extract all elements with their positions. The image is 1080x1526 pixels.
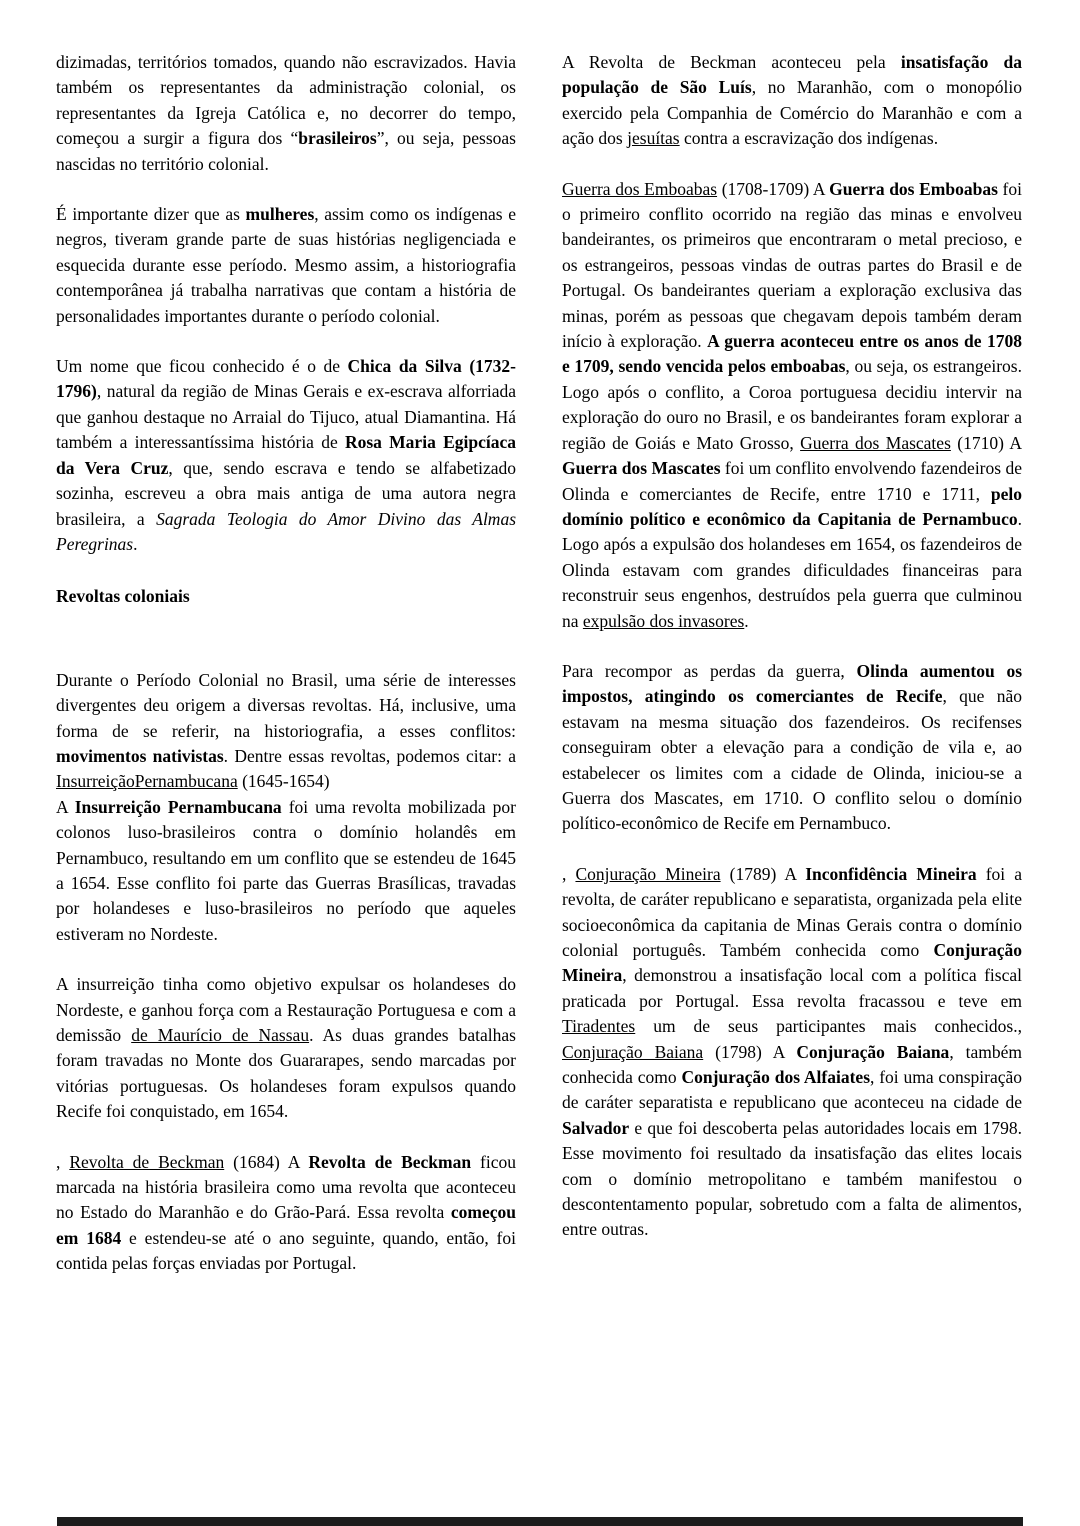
paragraph bbox=[562, 177, 1022, 634]
text-run: movimentos nativistas bbox=[56, 745, 224, 766]
text-run: (1645-1654) bbox=[237, 771, 330, 792]
text-run: brasileiros bbox=[298, 128, 377, 149]
text-run: expulsão dos invasores bbox=[582, 610, 745, 631]
text-run: (1708-1709) A bbox=[717, 178, 830, 199]
text-run: Guerra dos Mascates bbox=[800, 432, 951, 453]
text-run: Insurreição Pernambucana bbox=[74, 796, 282, 817]
text-run: , bbox=[562, 863, 576, 884]
text-run: Sagrada Teologia do Amor Divino das Almas Peregrinas bbox=[56, 508, 516, 554]
paragraph bbox=[56, 50, 516, 177]
paragraph bbox=[562, 659, 1022, 837]
text-run: Salvador bbox=[562, 1117, 630, 1138]
text-run: . As duas grandes batalhas foram travadas no Monte dos Guararapes, sendo marcadas por vitórias portuguesas. Os holandeses foram expulsos quando Recife foi conquistado, em 1654. bbox=[56, 1025, 516, 1122]
text-run: . bbox=[744, 610, 749, 631]
text-run: e que foi descoberta pelas autoridades locais em 1798. Esse movimento foi resultado da insatisfação das elites locais com o domínio metropolitano e também manifestou o descontentamento popular, sobretudo com a falta de alimentos, entre outras. bbox=[562, 1117, 1022, 1240]
text-run: É importante dizer que as bbox=[56, 204, 246, 225]
text-run: Revolta de Beckman bbox=[308, 1151, 472, 1172]
text-run: ficou marcada na história brasileira como uma revolta que aconteceu no Estado do Maranhão e do Grão-Pará. Essa revolta bbox=[56, 1151, 516, 1223]
text-run: A insurreição tinha como objetivo expulsar os holandeses do Nordeste, e ganhou força com a Restauração Portuguesa e com a demissão bbox=[56, 974, 516, 1045]
text-run: Conjuração Baiana bbox=[796, 1041, 950, 1062]
section-heading bbox=[56, 584, 516, 609]
text-run: um de seus participantes mais conhecidos., bbox=[635, 1016, 1022, 1037]
page-bottom-edge bbox=[57, 1517, 1023, 1526]
paragraph bbox=[56, 668, 516, 947]
paragraph bbox=[56, 1150, 516, 1277]
text-run: foi um conflito envolvendo fazendeiros de Olinda e comerciantes de Recife, entre 1710 e 1711, bbox=[562, 458, 1022, 504]
text-run: Rosa Maria Egipcíaca da Vera Cruz bbox=[56, 432, 516, 478]
text-run: Olinda aumentou os impostos, atingindo os comerciantes de Recife bbox=[562, 660, 1023, 707]
text-run: Durante o Período Colonial no Brasil, uma série de interesses divergentes deu origem a diversas revoltas. Há, inclusive, uma forma de se referir, na historiografia, a esses conflitos: bbox=[56, 669, 516, 741]
text-run: (1789) A bbox=[720, 863, 806, 884]
paragraph bbox=[562, 862, 1022, 1243]
paragraph bbox=[56, 972, 516, 1124]
text-run: Tiradentes bbox=[562, 1016, 636, 1037]
text-run: Chica da Silva (1732-1796) bbox=[56, 356, 516, 402]
text-run: dizimadas, territórios tomados, quando não escravizados. Havia também os representantes da administração colonial, os representantes da Igreja Católica e, no decorrer do tempo, começou a surgir a figura dos “ bbox=[56, 52, 516, 149]
left-column bbox=[56, 50, 516, 1526]
text-run: Revoltas coloniais bbox=[56, 586, 190, 607]
text-run: insatisfação da população de São Luís bbox=[562, 52, 1022, 98]
text-run: , que não estavam na mesma situação dos fazendeiros. Os recifenses conseguiram obter a elevação para a condição de vila e, ao estabelecer os limites com a cidade de Olinda, iniciou-se a Guerra dos Mascates, em 1710. O conflito selou o domínio político-econômico de Recife em Pernambuco. bbox=[562, 686, 1022, 834]
text-run: foi o primeiro conflito ocorrido na região das minas e envolveu bandeirantes, os primeiros que encontraram o metal precioso, e os estrangeiros, pessoas vindas de outras partes do Brasil e de Portugal. Os bandeirantes queriam a exploração exclusiva das minas, porém as pessoas que chegavam depois também deram início à exploração. bbox=[562, 178, 1022, 352]
text-run: Um nome que ficou conhecido é o de bbox=[56, 356, 348, 377]
text-run: A Revolta de Beckman aconteceu pela bbox=[562, 52, 901, 72]
text-run: . Logo após a expulsão dos holandeses em 1654, os fazendeiros de Olinda estavam com grandes dificuldades financeiras para reconstruir seus engenhos, destruídos pela guerra que culminou na bbox=[562, 508, 1022, 631]
text-run: (1684) A bbox=[224, 1151, 309, 1172]
text-run: foi a revolta, de caráter republicano e separatista, organizada pela elite socioeconômica da capitania de Minas Gerais contra o domínio colonial português. Também conhecida como bbox=[562, 863, 1022, 960]
right-column bbox=[562, 50, 1022, 1526]
text-run: começou em 1684 bbox=[56, 1202, 516, 1248]
text-run: Para recompor as perdas da guerra, bbox=[562, 660, 857, 681]
text-run: jesuítas bbox=[627, 128, 680, 149]
text-run: , demonstrou a insatisfação local com a política fiscal praticada por Portugal. Essa revolta fracassou e teve em bbox=[562, 965, 1022, 1011]
text-run: foi uma revolta mobilizada por colonos luso-brasileiros contra o domínio holandês em Pernambuco, resultando em um conflito que se estendeu de 1645 a 1654. Esse conflito foi parte das Guerras Brasílicas, travadas por holandeses e luso-brasileiros no período que aqueles estiveram no Nordeste. bbox=[56, 796, 517, 944]
text-run: , foi uma conspiração de caráter separatista e republicano que aconteceu na cidade de bbox=[562, 1067, 1023, 1113]
text-run: Conjuração Mineira bbox=[562, 940, 1022, 986]
text-run: , ou seja, os estrangeiros. Logo após o conflito, a Coroa portuguesa decidiu intervir na exploração do ouro no Brasil, e os bandeirantes foram explorar a região de Goiás e Mato Grosso, bbox=[562, 356, 1022, 453]
text-run: (1710) A bbox=[950, 432, 1022, 453]
text-run: Inconfidência Mineira bbox=[805, 863, 977, 884]
text-run: Conjuração Mineira bbox=[575, 863, 721, 884]
text-run: Guerra dos Emboabas bbox=[829, 178, 998, 199]
paragraph bbox=[56, 354, 516, 557]
text-run: Revolta de Beckman bbox=[69, 1151, 225, 1172]
paragraph bbox=[56, 202, 516, 329]
text-run: A bbox=[56, 796, 75, 817]
text-run: pelo domínio político e econômico da Capitania de Pernambuco bbox=[562, 483, 1022, 529]
text-run: InsurreiçãoPernambucana bbox=[56, 771, 238, 792]
text-run: . bbox=[133, 533, 138, 554]
text-run: Conjuração Baiana bbox=[562, 1041, 704, 1062]
text-run: , bbox=[56, 1151, 70, 1172]
text-run: (1798) A bbox=[703, 1041, 797, 1062]
text-run: , assim como os indígenas e negros, tiveram grande parte de suas histórias negligenciada e esquecida durante esse período. Mesmo assim, a historiografia contemporânea já trabalha narrativas que contam a história de personalidades importantes durante o período colonial. bbox=[56, 204, 516, 326]
text-run: contra a escravização dos indígenas. bbox=[679, 128, 939, 149]
paragraph bbox=[562, 50, 1022, 152]
text-run: , também conhecida como bbox=[562, 1041, 1022, 1088]
text-run: e estendeu-se até o ano seguinte, quando, então, foi contida pelas forças enviadas por Portugal. bbox=[56, 1227, 516, 1274]
text-run: Guerra dos Mascates bbox=[562, 458, 721, 479]
text-run: , que, sendo escrava e tendo se alfabetizado sozinha, escreveu a obra mais antiga de uma autora negra brasileira, a bbox=[56, 457, 516, 529]
text-run: . Dentre essas revoltas, podemos citar: a bbox=[223, 745, 516, 766]
text-run: A guerra aconteceu entre os anos de 1708 e 1709, sendo vencida pelos emboabas bbox=[562, 331, 1023, 377]
text-run: ”, ou seja, pessoas nascidas no território colonial. bbox=[56, 128, 516, 174]
text-run: , no Maranhão, com o monopólio exercido pela Companhia de Comércio do Maranhão e com a ação dos bbox=[562, 77, 1023, 149]
text-run: Conjuração dos Alfaiates bbox=[681, 1067, 871, 1088]
text-run: Guerra dos Emboabas bbox=[562, 178, 718, 199]
text-run: , natural da região de Minas Gerais e ex-escrava alforriada que ganhou destaque no Arraial do Tijuco, atual Diamantina. Há também a interessantíssima história de bbox=[56, 381, 516, 453]
text-run: de Maurício de Nassau bbox=[131, 1025, 310, 1045]
text-run: mulheres bbox=[245, 204, 315, 225]
